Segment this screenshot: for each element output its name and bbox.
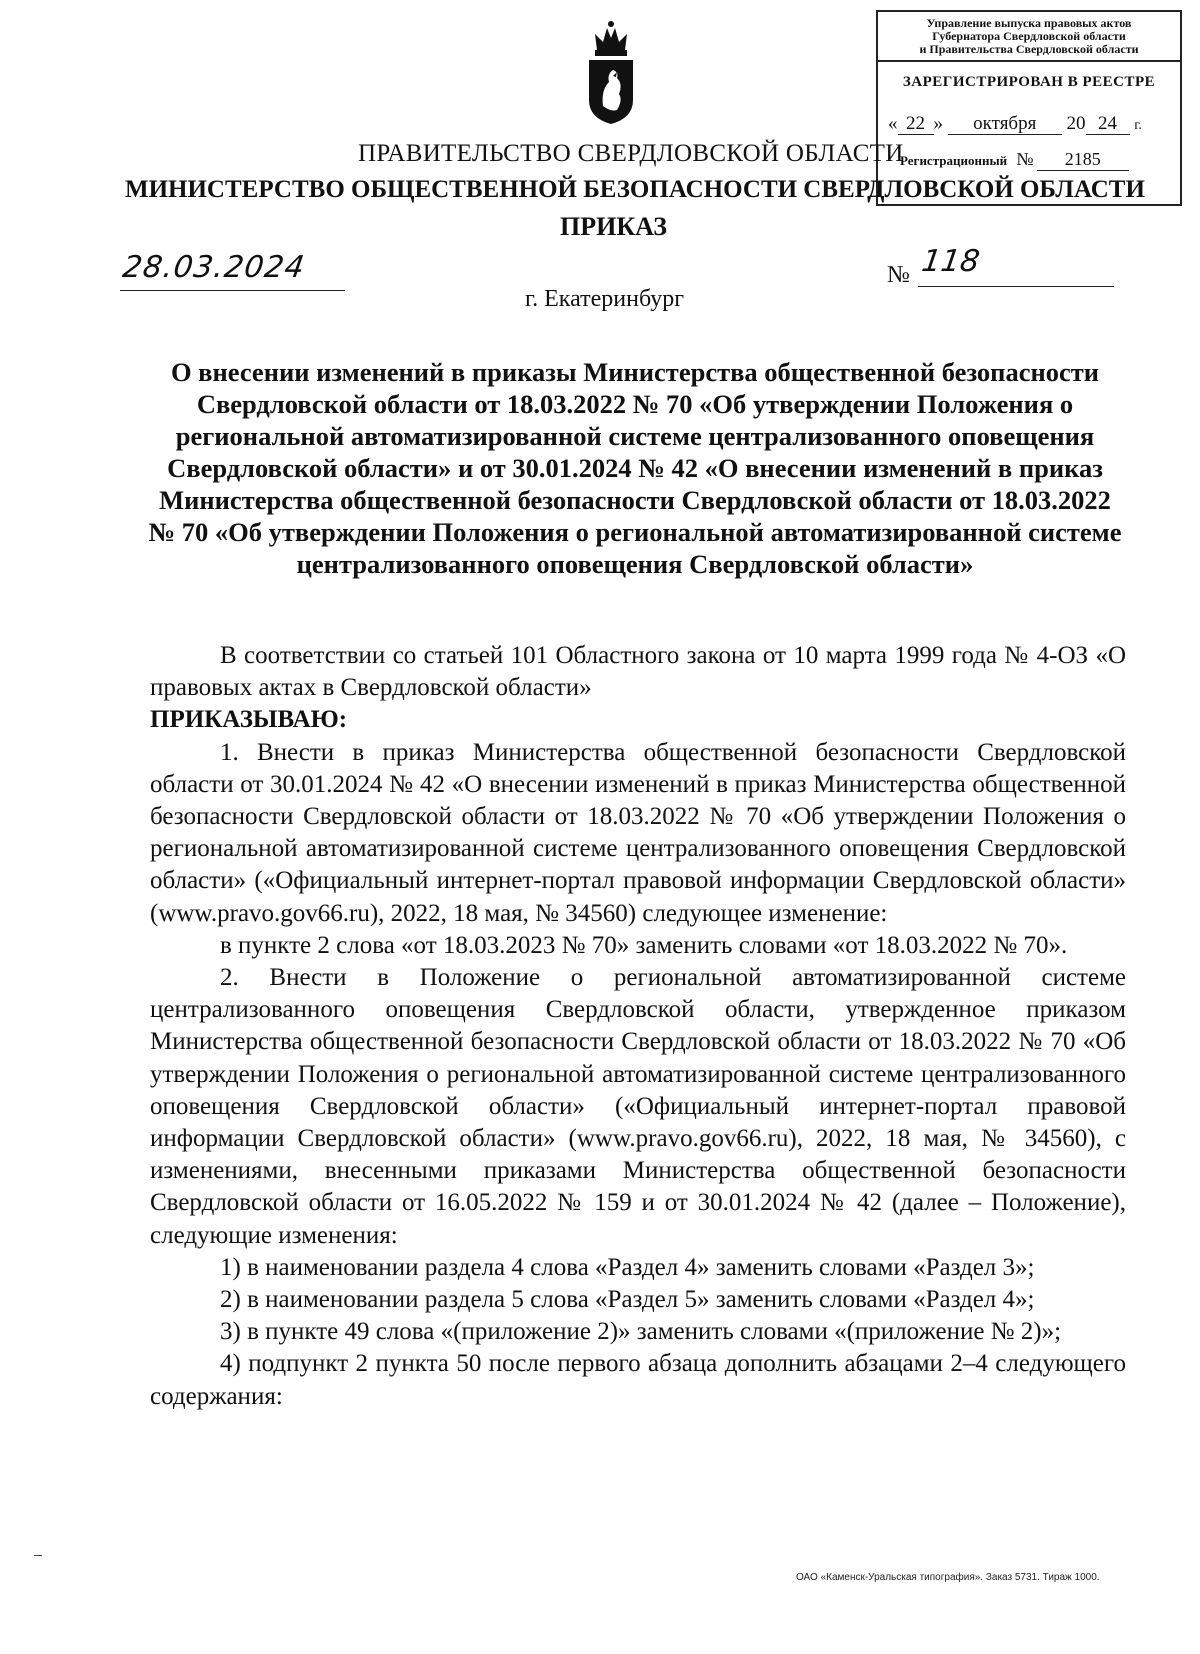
stamp-year-suffix: 24: [1086, 114, 1130, 135]
stamp-reg-value: 2185: [1037, 149, 1129, 171]
order-date-handwritten: 28.03.2024: [120, 250, 308, 285]
printer-footer: ОАО «Каменск-Уральская типография». Заказ 5731. Тираж 1000.: [796, 1572, 1100, 1583]
stamp-quote-open: «: [888, 113, 898, 134]
stamp-header-line: и Правительства Свердловской области: [919, 42, 1139, 56]
stamp-quote-close: »: [933, 113, 943, 134]
paragraph-item-1-change: в пункте 2 слова «от 18.03.2023 № 70» заменить словами «от 18.03.2022 № 70».: [220, 931, 1068, 959]
document-type: ПРИКАЗ: [560, 212, 668, 241]
stamp-header-line: Управление выпуска правовых актов: [926, 16, 1132, 30]
paragraph-subitem-4: 4) подпункт 2 пункта 50 после первого абзаца дополнить абзацами 2–4 следующего содержания:: [150, 1350, 1126, 1410]
stamp-day: 22: [898, 114, 934, 135]
stamp-reg-label: Регистрационный: [900, 153, 1008, 168]
paragraph-preamble: В соответствии со статьей 101 Областного закона от 10 марта 1999 года № 4-ОЗ «О правовых актах в Свердловской области»: [150, 642, 1126, 702]
paragraph-item-1: 1. Внести в приказ Министерства общественной безопасности Свердловской области от 30.01.2024 № 42 «О внесении изменений в приказ Министерства общественной безопасности Свердловской области от 18.03.2022 № 70 «Об утверждении Положения о региональной автоматизированной системе централизованного оповещения Свердловской области» («Официальный интернет-портал правовой информации Свердловской области» (www.pravo.gov66.ru), 2022, 18 мая, № 34560) следующее изменение:: [150, 738, 1126, 927]
government-heading: ПРАВИТЕЛЬСТВО СВЕРДЛОВСКОЙ ОБЛАСТИ: [358, 140, 904, 167]
document-body: [150, 640, 1126, 1413]
stamp-header: [878, 12, 1180, 62]
paragraph-subitem-3: 3) в пункте 49 слова «(приложение 2)» заменить словами «(приложение № 2)»;: [220, 1318, 1062, 1346]
margin-mark: [34, 1555, 42, 1556]
order-number-label: №: [887, 262, 910, 288]
stamp-header-line: Губернатора Свердловской области: [932, 29, 1126, 43]
stamp-registered-label: ЗАРЕГИСТРИРОВАН В РЕЕСТРЕ: [902, 74, 1156, 90]
ministry-heading: МИНИСТЕРСТВО ОБЩЕСТВЕННОЙ БЕЗОПАСНОСТИ СВЕРДЛОВСКОЙ ОБЛАСТИ: [125, 176, 1145, 203]
paragraph-subitem-1: 1) в наименовании раздела 4 слова «Раздел 4» заменить словами «Раздел 3»;: [220, 1253, 1035, 1281]
order-number-handwritten: 118: [919, 244, 982, 279]
order-date-field: [120, 250, 345, 291]
document-title: О внесении изменений в приказы Министерства общественной безопасности Свердловской области от 18.03.2022 № 70 «Об утверждении Положения о региональной автоматизированной системе централизованного оповещения Свердловской области» и от 30.01.2024 № 42 «О внесении изменений в приказ Министерства общественной безопасности Свердловской области от 18.03.2022 № 70 «Об утверждении Положения о региональной автоматизированной системе централизованного оповещения Свердловской области»: [148, 357, 1122, 579]
paragraph-subitem-2: 2) в наименовании раздела 5 слова «Раздел 5» заменить словами «Раздел 4»;: [220, 1286, 1035, 1314]
stamp-year-prefix: 20: [1066, 113, 1086, 134]
stamp-no-sign: №: [1016, 149, 1034, 169]
stamp-year-unit: г.: [1134, 118, 1142, 133]
order-word: ПРИКАЗЫВАЮ:: [150, 706, 348, 734]
city: г. Екатеринбург: [525, 286, 685, 312]
stamp-date: [888, 113, 1180, 135]
paragraph-item-2: 2. Внести в Положение о региональной автоматизированной системе централизованного оповещения Свердловской области, утвержденное приказом Министерства общественной безопасности Свердловской области от 18.03.2022 № 70 «Об утверждении Положения о региональной автоматизированной системе централизованного оповещения Свердловской области» («Официальный интернет-портал правовой информации Свердловской области» (www.pravo.gov66.ru), 2022, 18 мая, № 34560), с изменениями, внесенными приказами Министерства общественной безопасности Свердловской области от 16.05.2022 № 159 и от 30.01.2024 № 42 (далее – Положение), следующие изменения:: [150, 964, 1126, 1249]
coat-of-arms-emblem: [583, 20, 639, 126]
stamp-reg-number: [900, 149, 1180, 171]
stamp-month: октября: [948, 114, 1062, 135]
order-number-field: [918, 244, 1114, 287]
